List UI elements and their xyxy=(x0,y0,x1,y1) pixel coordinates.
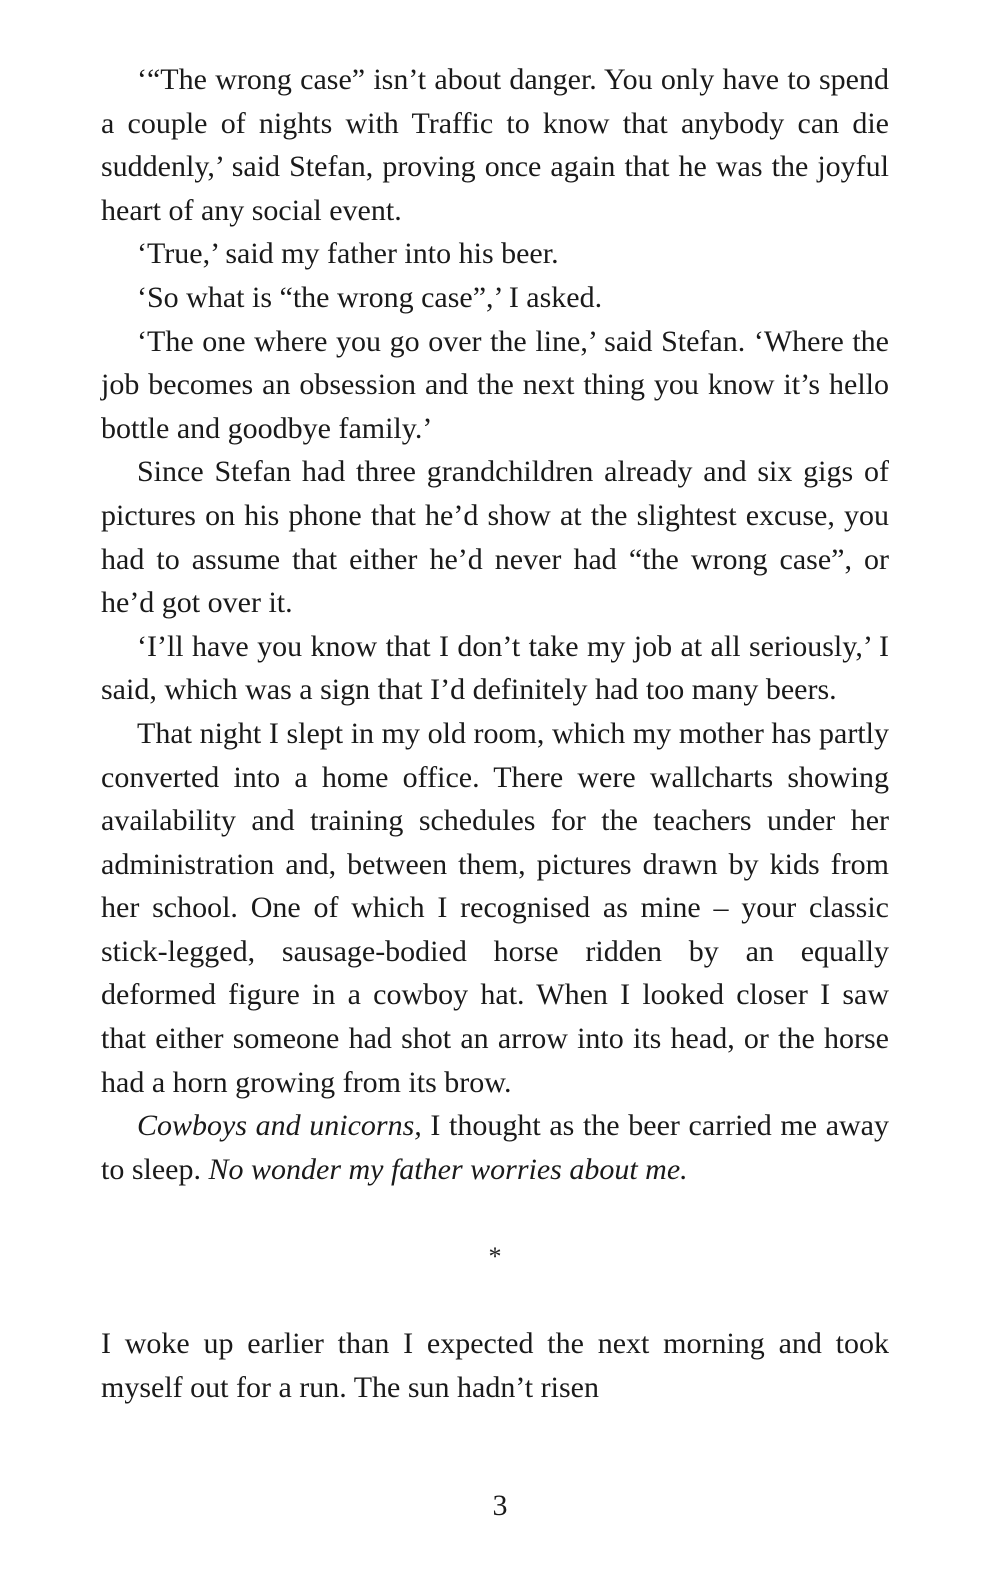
paragraph-1: ‘“The wrong case” isn’t about danger. You only have to spend a couple of nights with Traffic to know that anybody can die suddenly,’ said Stefan, proving once again that he was the joyful heart of any social event. xyxy=(101,63,889,227)
paragraph-4: ‘The one where you go over the line,’ said Stefan. ‘Where the job becomes an obsession and the next thing you know it’s hello bottle and goodbye family.’ xyxy=(101,324,889,445)
book-page xyxy=(101,58,889,1409)
paragraph-7: That night I slept in my old room, which my mother has partly converted into a home office. There were wallcharts showing availability and training schedules for the teachers under her administration and, between them, pictures drawn by kids from her school. One of which I recognised as mine – your classic stick-legged, sausage-bodied horse ridden by an equally deformed figure in a cowboy hat. When I looked closer I saw that either someone had shot an arrow into its head, or the horse had a horn growing from its brow. xyxy=(101,716,889,1099)
section-break-asterisk: * xyxy=(488,1242,502,1272)
page-number: 3 xyxy=(492,1489,508,1522)
paragraph-6: ‘I’ll have you know that I don’t take my job at all seriously,’ I said, which was a sign that I’d definitely had too many beers. xyxy=(101,629,889,707)
paragraph-3: ‘So what is “the wrong case”,’ I asked. xyxy=(137,280,603,314)
paragraph-9: I woke up earlier than I expected the next morning and took myself out for a run. The sun hadn’t risen xyxy=(101,1327,889,1404)
paragraph-5: Since Stefan had three grandchildren already and six gigs of pictures on his phone that he’d show at the slightest excuse, you had to assume that either he’d never had “the wrong case”, or he’d got over it. xyxy=(101,455,889,620)
paragraph-2: ‘True,’ said my father into his beer. xyxy=(137,237,559,271)
paragraph-8-text: I thought as the beer carried me away to sleep. xyxy=(101,1109,889,1186)
italic-thought-tail: No wonder my father worries about me. xyxy=(208,1152,688,1186)
paragraph-8 xyxy=(101,1104,889,1191)
italic-thought: Cowboys and unicorns, xyxy=(137,1109,422,1143)
